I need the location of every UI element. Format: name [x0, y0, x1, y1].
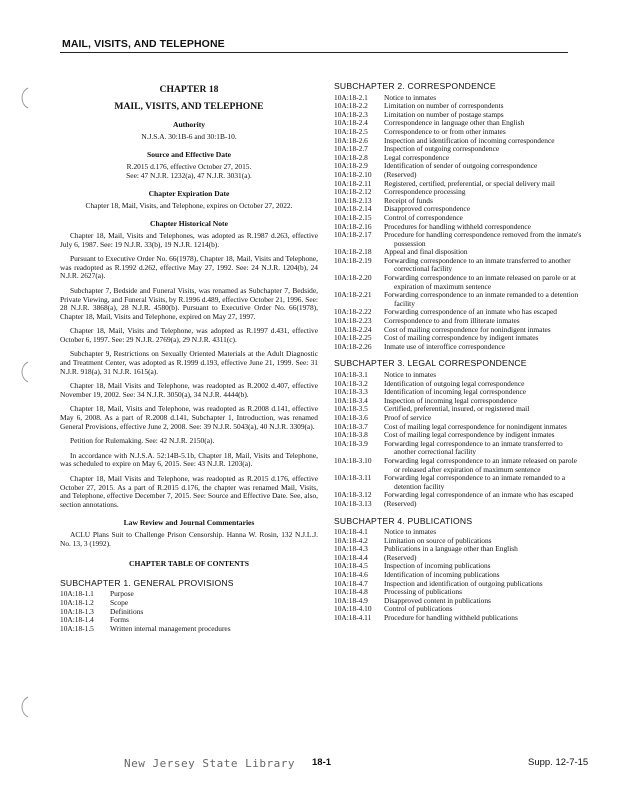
toc-entry[interactable] [334, 257, 582, 274]
subchapter-title: SUBCHAPTER 4. PUBLICATIONS [334, 515, 473, 526]
section-number: 10A:18-2.8 [334, 152, 368, 162]
section-title: Legal correspondence [384, 152, 450, 162]
authority-text: N.J.S.A. 30:1B-6 and 30:1B-10. [141, 131, 237, 141]
section-title: Inspection of incoming publications [384, 561, 491, 571]
history-paragraph: Chapter 18, Mail, Visits and Telephone, was readopted as R.2008 d.141, effective May 6, 2008. As a part of R.2008 d.141, Subchapter 1, Introduction, was renamed General Provisions, effective June 2, 2008. See: 39 N.J.R. 5043(a), 40 N.J.R. 3309(a). [60, 404, 318, 431]
toc-entry[interactable] [334, 457, 582, 474]
section-number: 10A:18-3.1 [334, 370, 368, 379]
section-number: 10A:18-4.2 [334, 535, 368, 545]
section-number: 10A:18-2.2 [334, 101, 368, 111]
section-title: Appeal and final disposition [384, 247, 468, 257]
section-number: 10A:18-2.22 [334, 307, 372, 317]
section-number: 10A:18-4.7 [334, 578, 368, 588]
section-title: Limitation on source of publications [384, 535, 492, 545]
section-number: 10A:18-2.5 [334, 126, 368, 136]
section-title: Registered, certified, preferential, or special delivery mail [384, 178, 555, 188]
section-number: 10A:18-1.2 [60, 597, 94, 607]
section-title: Notice to inmates [384, 92, 437, 102]
section-number: 10A:18-2.6 [334, 135, 368, 145]
section-number: 10A:18-4.9 [334, 595, 368, 605]
section-number: 10A:18-3.4 [334, 395, 368, 405]
section-title: Notice to inmates [384, 527, 437, 537]
history-paragraph: In accordance with N.J.S.A. 52:14B-5.1b, Chapter 18, Mail, Visits and Telephone, was scheduled to expire on May 6, 2015. See: 43 N.J.R. 1203(a). [60, 450, 318, 469]
section-number: 10A:18-2.16 [334, 221, 372, 231]
section-title: (Reserved) [384, 552, 417, 562]
section-number: 10A:18-2.20 [334, 273, 372, 283]
source-heading: Source and Effective Date [146, 150, 231, 160]
section-title: (Reserved) [384, 169, 417, 179]
toc-entry[interactable] [334, 291, 582, 308]
section-number: 10A:18-4.3 [334, 544, 368, 554]
history-paragraph: Chapter 18, Mail Visits and Telephone, was readopted as R.2002 d.407, effective November 19, 2002. See: 34 N.J.R. 3050(a), 34 N.J.R. 4444(b). [60, 381, 318, 399]
section-number: 10A:18-2.4 [334, 118, 368, 128]
section-title: Forwarding correspondence of an inmate who has escaped [384, 307, 558, 317]
section-title: Proof of service [384, 412, 432, 422]
section-number: 10A:18-3.12 [334, 490, 372, 500]
toc-entry[interactable] [334, 231, 582, 248]
subchapter-1-title: SUBCHAPTER 1. GENERAL PROVISIONS [60, 577, 234, 588]
section-number: 10A:18-2.13 [334, 195, 372, 205]
section-number: 10A:18-2.12 [334, 187, 372, 197]
section-number: 10A:18-2.19 [334, 255, 372, 265]
section-title: Correspondence to or from other inmates [384, 126, 506, 136]
history-paragraph: Petition for Rulemaking. See: 42 N.J.R. 2150(a). [70, 436, 215, 446]
section-title: Identification of sender of outgoing correspondence [384, 161, 538, 171]
toc-entry[interactable] [60, 625, 318, 634]
toc-entry[interactable] [334, 614, 582, 623]
toc-entry[interactable] [334, 500, 582, 509]
section-number: 10A:18-3.5 [334, 404, 368, 414]
section-number: 10A:18-2.11 [334, 178, 372, 188]
section-title: Cost of mailing legal correspondence by indigent inmates [384, 430, 555, 440]
section-title: Forwarding legal correspondence to an inmate transferred to another correctional facility [384, 438, 563, 457]
history-paragraph: Chapter 18, Mail Visits and Telephone, was readopted as R.2015 d.176, effective October 27, 2015. As a part of R.2015 d.176, the chapter was renamed Mail, Visits, and Telephone, effective December 7, 2015. See: Source and Effective Date. See, also, section annotations. [60, 474, 318, 509]
history-paragraph: Subchapter 7, Bedside and Funeral Visits, was renamed as Subchapter 7, Bedside, Private Viewing, and Funeral Visits, by R.1996 d.489, effective October 21, 1996. See: 28 N.J.R. 3868(a), 28 N.J.R. 4580(b). Pursuant to Executive Order No. 66(1978), Chapter 18, Mail, Visits and Telephone, expired on May 27, 1997. [60, 285, 318, 321]
history-paragraph: Pursuant to Executive Order No. 66(1978), Chapter 18, Mail, Visits and Telephone, was readopted as R.1992 d.262, effective May 27, 1992. See: 24 N.J.R. 1204(b), 24 N.J.R. 2627(a). [60, 254, 318, 281]
toc-entry[interactable] [334, 145, 582, 154]
section-title: Forwarding legal correspondence of an inmate who has escaped [384, 490, 574, 500]
right-column [334, 82, 582, 623]
section-title: Identification of outgoing legal correspondence [384, 378, 525, 388]
section-title: Scope [110, 597, 129, 607]
section-number: 10A:18-2.25 [334, 333, 372, 343]
section-number: 10A:18-4.6 [334, 570, 368, 580]
subchapter-title: SUBCHAPTER 2. CORRESPONDENCE [334, 81, 496, 91]
section-title: Forwarding correspondence to an inmate transferred to another correctional facility [384, 255, 571, 274]
section-number: 10A:18-3.6 [334, 412, 368, 422]
margin-bracket-mark [16, 86, 32, 110]
section-title: Inspection of incoming legal correspondence [384, 395, 517, 405]
section-title: Certified, preferential, insured, or registered mail [384, 404, 530, 414]
subchapter-1-list [60, 590, 318, 633]
section-title: Control of correspondence [384, 212, 463, 222]
expiration-heading: Chapter Expiration Date [148, 189, 230, 199]
toc-entry[interactable] [334, 440, 582, 457]
section-title: Identification of incoming publications [384, 570, 500, 580]
section-number: 10A:18-2.17 [334, 230, 372, 240]
section-title: Control of publications [384, 604, 453, 614]
section-number: 10A:18-3.13 [334, 498, 372, 508]
section-number: 10A:18-2.23 [334, 316, 372, 326]
history-paragraph: Subchapter 9, Restrictions on Sexually Oriented Materials at the Adult Diagnostic and Treatment Center, was adopted as R.1999 d.193, effective June 21, 1999. See: 31 N.J.R. 918(a), 31 N.J.R. 1615(a). [60, 349, 318, 376]
chapter-name: MAIL, VISITS, AND TELEPHONE [114, 100, 264, 112]
law-review-heading: Law Review and Journal Commentaries [123, 518, 255, 528]
toc-entry[interactable] [334, 474, 582, 491]
section-number: 10A:18-2.7 [334, 144, 368, 154]
subchapter-title: SUBCHAPTER 3. LEGAL CORRESPONDENCE [334, 358, 527, 369]
toc-entry[interactable] [334, 343, 582, 352]
section-number: 10A:18-2.21 [334, 290, 372, 300]
page-number: 18-1 [312, 757, 332, 768]
margin-bracket-mark-2 [16, 360, 32, 384]
section-title: Cost of mailing legal correspondence for nonindigent inmates [384, 421, 567, 431]
section-title: Written internal management procedures [110, 623, 231, 633]
section-number: 10A:18-1.1 [60, 589, 94, 599]
section-number: 10A:18-1.4 [60, 615, 94, 625]
section-title: Procedures for handling withheld correspondence [384, 221, 531, 231]
section-number: 10A:18-4.5 [334, 561, 368, 571]
toc-entry[interactable] [334, 545, 582, 554]
section-number: 10A:18-3.10 [334, 455, 372, 465]
toc-entry[interactable] [334, 405, 582, 414]
section-number: 10A:18-3.2 [334, 378, 368, 388]
toc-entry[interactable] [60, 608, 318, 617]
section-title: Inspection and identification of incoming correspondence [384, 135, 555, 145]
section-title: Inmate use of interoffice correspondence [384, 341, 505, 351]
authority-heading: Authority [172, 120, 206, 130]
section-number: 10A:18-2.24 [334, 324, 372, 334]
section-title: Cost of mailing correspondence for nonindigent inmates [384, 324, 551, 334]
expiration-text: Chapter 18, Mail, Visits, and Telephone, expires on October 27, 2022. [85, 200, 293, 210]
section-title: Cost of mailing correspondence by indigent inmates [384, 333, 539, 343]
section-title: Disapproved correspondence [384, 204, 470, 214]
section-number: 10A:18-2.26 [334, 341, 372, 351]
section-number: 10A:18-2.1 [334, 92, 368, 102]
history-paragraph: Chapter 18, Mail, Visits and Telephones, was adopted as R.1987 d.263, effective July 6, 1987. See: 19 N.J.R. 33(b), 19 N.J.R. 1214(b). [60, 230, 318, 249]
section-title: Forms [110, 615, 129, 625]
section-number: 10A:18-4.1 [334, 527, 368, 537]
section-number: 10A:18-4.11 [334, 613, 372, 623]
section-number: 10A:18-2.3 [334, 109, 368, 119]
section-title: Correspondence to and from illiterate inmates [384, 316, 520, 326]
section-number: 10A:18-4.4 [334, 552, 368, 562]
law-review-text: ACLU Plans Suit to Challenge Prison Censorship. Hanna W. Rosin, 132 N.J.L.J. No. 13, 3 (1992). [60, 529, 318, 548]
section-number: 10A:18-3.7 [334, 421, 368, 431]
section-title: Inspection of outgoing correspondence [384, 144, 500, 154]
section-title: Correspondence processing [384, 187, 466, 197]
library-stamp: New Jersey State Library [124, 757, 295, 770]
section-number: 10A:18-3.11 [334, 473, 372, 483]
section-title: Definitions [110, 606, 144, 616]
section-title: Procedure for handling correspondence removed from the inmate's possession [384, 230, 582, 248]
section-title: Forwarding correspondence to an inmate released on parole or at expiration of maximum sentence [384, 273, 576, 291]
section-title: Forwarding legal correspondence to an inmate released on parole or released after expiration of maximum sentence [384, 455, 577, 474]
section-title: Notice to inmates [384, 370, 437, 379]
section-number: 10A:18-2.9 [334, 161, 368, 171]
section-title: Limitation on number of postage stamps [384, 109, 504, 119]
section-number: 10A:18-2.18 [334, 247, 372, 257]
section-number: 10A:18-2.14 [334, 204, 372, 214]
section-number: 10A:18-4.8 [334, 587, 368, 597]
section-number: 10A:18-2.10 [334, 169, 372, 179]
section-title: Limitation on number of correspondents [384, 101, 504, 111]
running-header: MAIL, VISITS, AND TELEPHONE [62, 38, 225, 50]
section-title: Identification of incoming legal correspondence [384, 387, 527, 397]
section-title: Publications in a language other than English [384, 544, 518, 554]
margin-bracket-mark-3 [16, 695, 32, 719]
chapter-label: CHAPTER 18 [159, 84, 219, 95]
history-heading: Chapter Historical Note [150, 219, 228, 229]
section-title: Disapproved content in publications [384, 595, 491, 605]
header-rule [60, 52, 568, 53]
source-line-2: See: 47 N.J.R. 1232(a), 47 N.J.R. 3031(a). [126, 170, 252, 180]
section-number: 10A:18-2.15 [334, 212, 372, 222]
section-number: 10A:18-4.10 [334, 604, 372, 614]
section-title: Forwarding correspondence to an inmate remanded to a detention facility [384, 290, 579, 308]
supplement-date: Supp. 12-7-15 [528, 757, 589, 768]
section-number: 10A:18-1.3 [60, 606, 94, 616]
section-title: Forwarding legal correspondence to an inmate remanded to a detention facility [384, 473, 566, 491]
section-number: 10A:18-3.9 [334, 438, 368, 448]
section-title: Correspondence in language other than English [384, 118, 525, 128]
section-title: Purpose [110, 589, 134, 599]
toc-entry[interactable] [60, 599, 318, 608]
left-column [60, 84, 318, 633]
section-number: 10A:18-3.3 [334, 387, 368, 397]
section-title: (Reserved) [384, 498, 417, 508]
history-notes [60, 232, 318, 509]
section-title: Inspection and identification of outgoing publications [384, 578, 543, 588]
toc-entry[interactable] [60, 590, 318, 599]
section-title: Receipt of funds [384, 195, 433, 205]
toc-entry[interactable] [334, 274, 582, 291]
section-number: 10A:18-3.8 [334, 430, 368, 440]
toc-heading: CHAPTER TABLE OF CONTENTS [129, 559, 249, 569]
source-line-1: R.2015 d.176, effective October 27, 2015. [126, 161, 252, 171]
section-title: Processing of publications [384, 587, 463, 597]
section-number: 10A:18-1.5 [60, 623, 94, 633]
section-title: Procedure for handling withheld publications [384, 613, 518, 623]
history-paragraph: Chapter 18, Mail, Visits and Telephone, was adopted as R.1997 d.431, effective October 6, 1997. See: 29 N.J.R. 2769(a), 29 N.J.R. 4311(c). [60, 326, 318, 344]
